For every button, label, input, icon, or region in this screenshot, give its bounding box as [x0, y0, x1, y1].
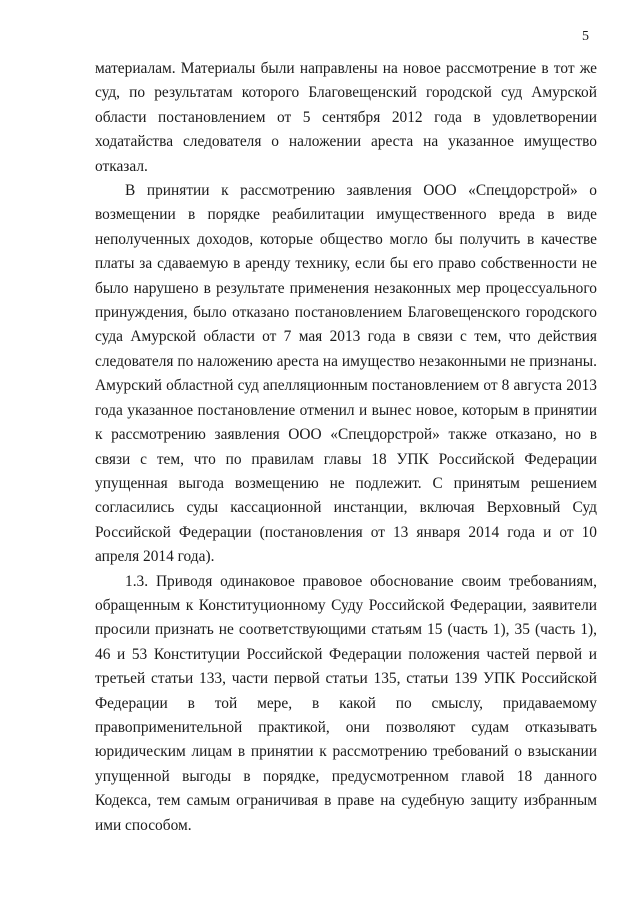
paragraph-continuation: материалам. Материалы были направлены на новое рассмотрение в тот же суд, по результатам которого Благовещенский городской суд Амурской области постановлением от 5 сентября 2012 года в удовлетворении ходатайства следователя о наложении ареста на указанное имущество отказал.	[95, 60, 597, 175]
paragraph-section-1-3: 1.3. Приводя одинаковое правовое обоснование своим требованиям, обращенным к Конституционному Суду Российской Федерации, заявители просили признать не соответствующими статьям 15 (часть 1), 35 (часть 1), 46 и 53 Конституции Российской Федерации положения частей первой и третьей статьи 133, части первой статьи 135, статьи 139 УПК Российской Федерации в той мере, в какой по смыслу, придаваемому правоприменительной практикой, они позволяют судам отказывать юридическим лицам в принятии к рассмотрению требований о взыскании упущенной выгоды в порядке, предусмотренном главой 18 данного Кодекса, тем самым ограничивая в праве на судебную защиту избранным ими способом.	[95, 572, 597, 834]
document-body	[95, 57, 597, 838]
page-number: 5	[582, 29, 589, 44]
paragraph-rehabilitation-claim: В принятии к рассмотрению заявления ООО «Спецдорстрой» о возмещении в порядке реабилитации имущественного вреда в виде неполученных доходов, которые общество могло бы получить в качестве платы за сдаваемую в аренду технику, если бы его право собственности не было нарушено в результате применения незаконных мер процессуального принуждения, было отказано постановлением Благовещенского городского суда Амурской области от 7 мая 2013 года в связи с тем, что действия следователя по наложению ареста на имущество незаконными не признаны. Амурский областной суд апелляционным постановлением от 8 августа 2013 года указанное постановление отменил и вынес новое, которым в принятии к рассмотрению заявления ООО «Спецдорстрой» также отказано, но в связи с тем, что по правилам главы 18 УПК Российской Федерации упущенная выгода возмещению не подлежит. С принятым решением согласились суды кассационной инстанции, включая Верховный Суд Российской Федерации (постановления от 13 января 2014 года и от 10 апреля 2014 года).	[95, 182, 597, 566]
